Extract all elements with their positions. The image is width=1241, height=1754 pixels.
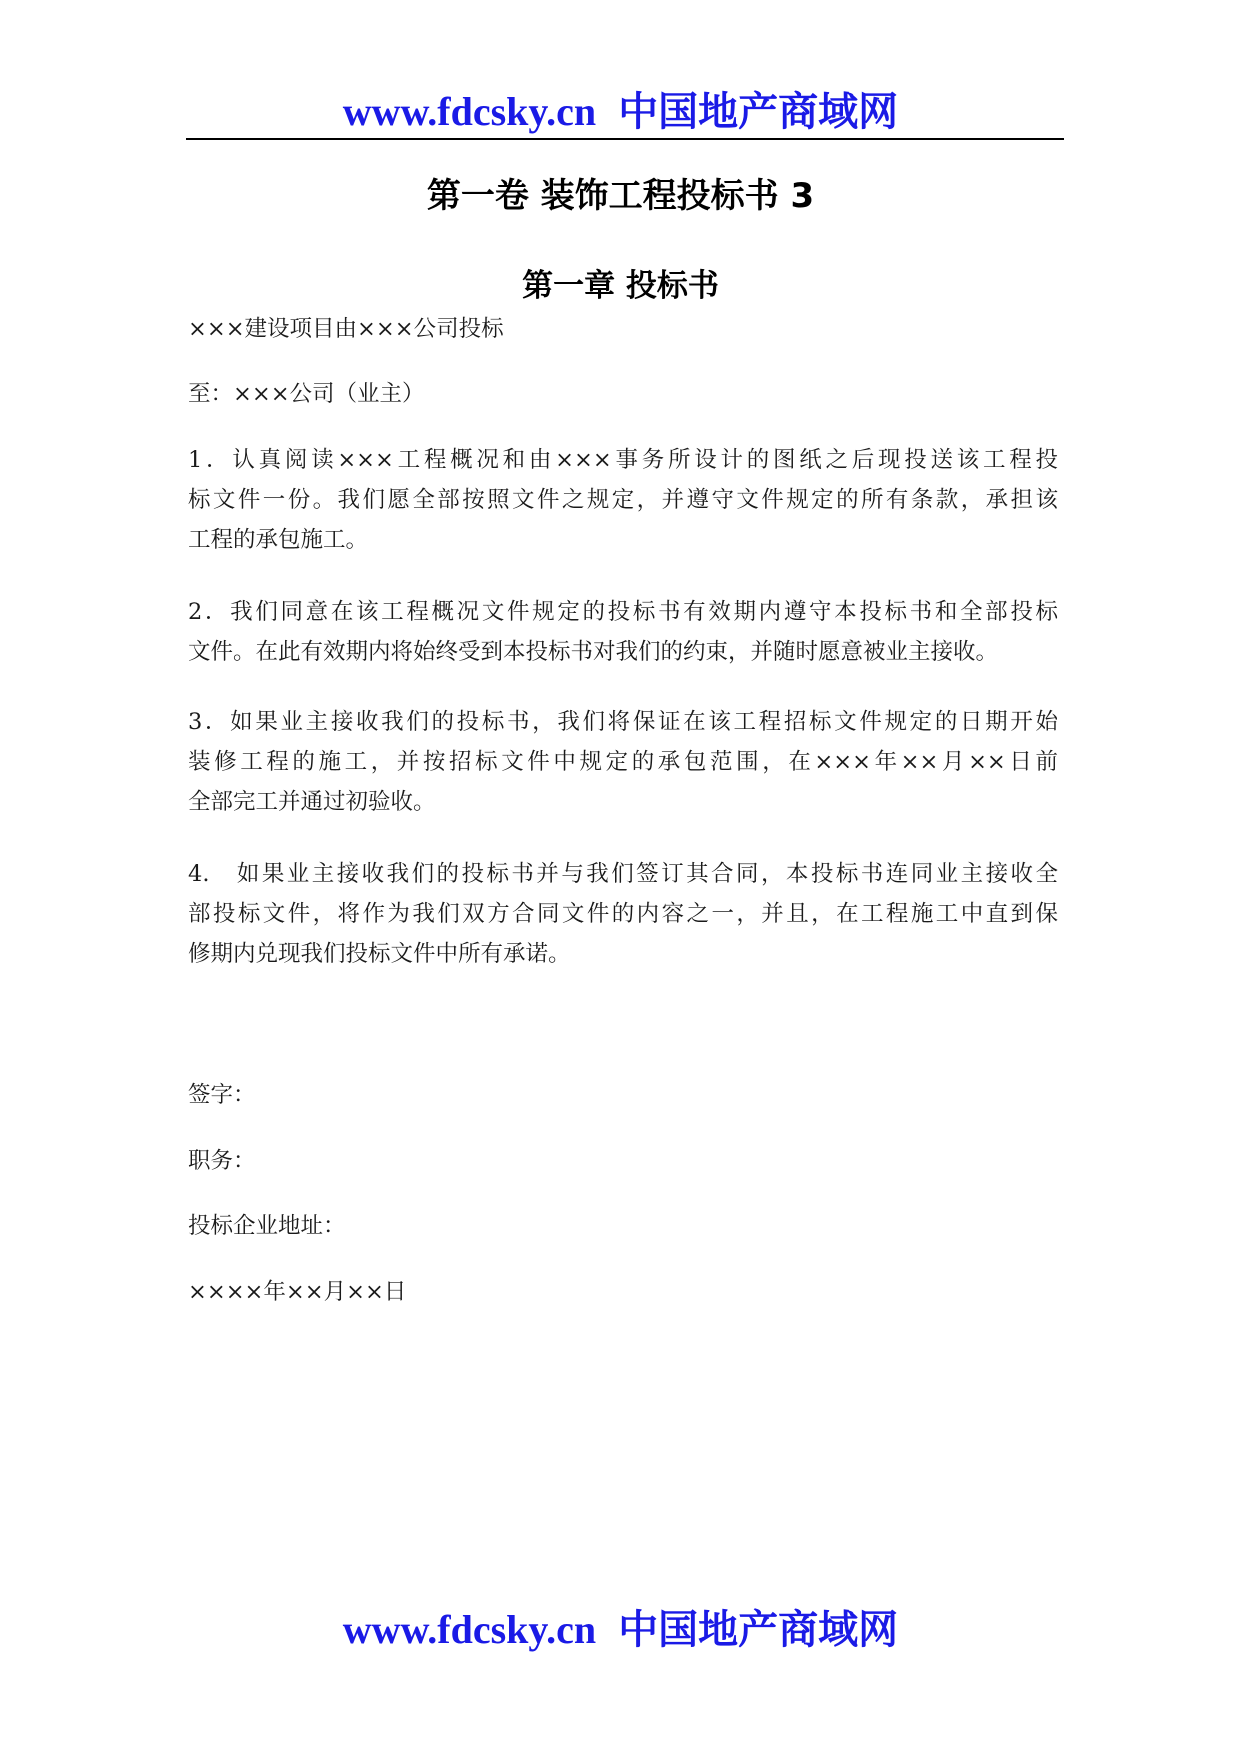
- date-line: ××××年××月××日: [188, 1279, 407, 1305]
- paragraph-line: 标文件一份。我们愿全部按照文件之规定，并遵守文件规定的所有条款，承担该: [188, 487, 1058, 513]
- paragraph-line: 装修工程的施工，并按招标文件中规定的承包范围，在×××年××月××日前: [188, 749, 1058, 775]
- chapter-heading: 第一章 投标书: [522, 268, 719, 304]
- addressee-line: 至：×××公司（业主）: [188, 381, 425, 407]
- position-label: 职务：: [188, 1148, 256, 1174]
- paragraph-1: [188, 440, 1058, 560]
- header-site-name: 中国地产商域网: [618, 89, 899, 134]
- paragraph-2: [188, 592, 1058, 672]
- footer-url: www.fdcsky.cn: [342, 1607, 597, 1652]
- paragraph-3: [188, 702, 1058, 822]
- footer-site-name: 中国地产商域网: [618, 1607, 899, 1652]
- page-footer: [0, 1606, 1241, 1654]
- paragraph-line: 修期内兑现我们投标文件中所有承诺。: [188, 941, 571, 967]
- address-label: 投标企业地址：: [188, 1213, 346, 1239]
- header-url: www.fdcsky.cn: [342, 89, 597, 134]
- paragraph-line: 部投标文件，将作为我们双方合同文件的内容之一，并且，在工程施工中直到保: [188, 901, 1058, 927]
- document-title: 第一卷 装饰工程投标书 3: [426, 176, 815, 216]
- paragraph-line: 1．认真阅读×××工程概况和由×××事务所设计的图纸之后现投送该工程投: [188, 447, 1058, 473]
- paragraph-line: 3．如果业主接收我们的投标书，我们将保证在该工程招标文件规定的日期开始: [188, 709, 1058, 735]
- paragraph-line: 4. 如果业主接收我们的投标书并与我们签订其合同，本投标书连同业主接收全: [188, 861, 1058, 887]
- paragraph-4: [188, 854, 1058, 974]
- header-divider: [186, 138, 1064, 140]
- paragraph-line: 2．我们同意在该工程概况文件规定的投标书有效期内遵守本投标书和全部投标: [188, 599, 1058, 625]
- paragraph-line: 文件。在此有效期内将始终受到本投标书对我们的约束，并随时愿意被业主接收。: [188, 639, 999, 665]
- signature-label: 签字：: [188, 1082, 256, 1108]
- page-header: [0, 88, 1241, 136]
- paragraph-line: 工程的承包施工。: [188, 527, 369, 553]
- paragraph-line: 全部完工并通过初验收。: [188, 789, 436, 815]
- subject-line: ×××建设项目由×××公司投标: [188, 316, 504, 342]
